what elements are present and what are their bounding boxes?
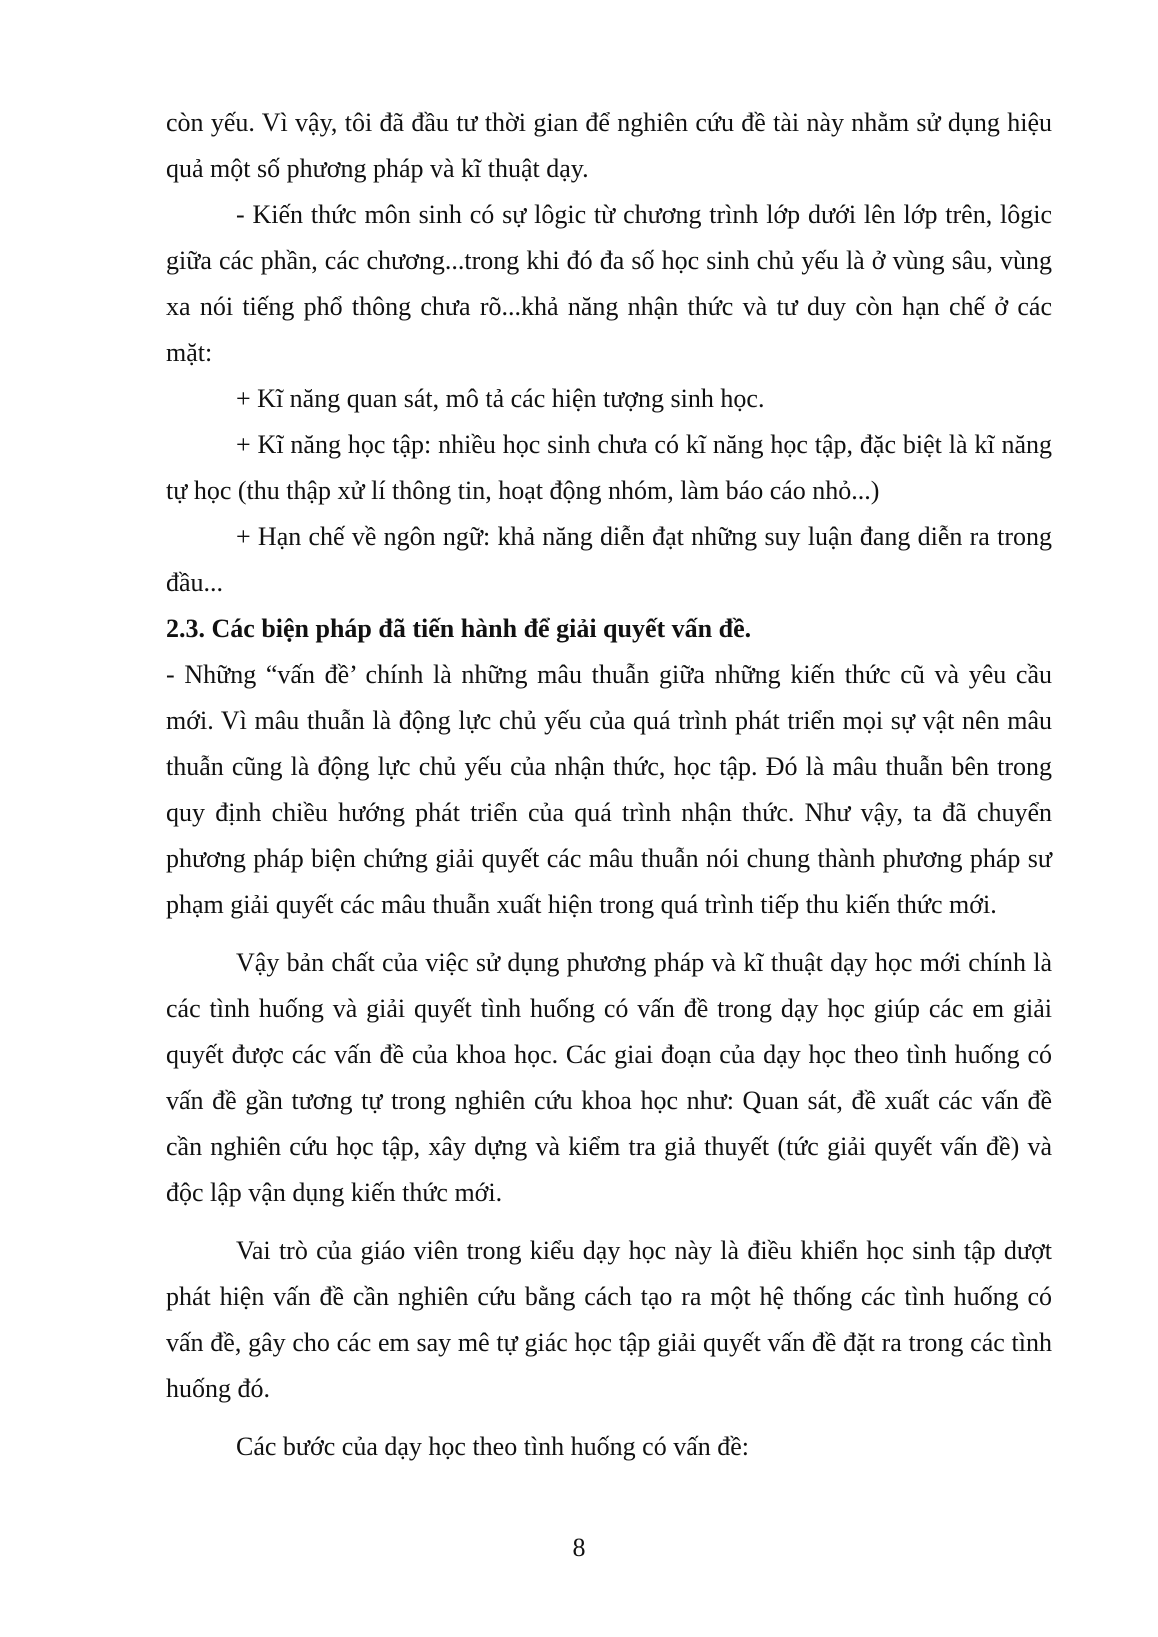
paragraph-problems: - Những “vấn đề’ chính là những mâu thuẫn giữa những kiến thức cũ và yêu cầu mới. Vì mâu thuẫn là động lực chủ yếu của quá trình phát triển mọi sự vật nên mâu thuẫn cũng là động lực chủ yếu của nhận thức, học tập. Đó là mâu thuẫn bên trong quy định chiều hướng phát triển của quá trình nhận thức. Như vậy, ta đã chuyển phương pháp biện chứng giải quyết các mâu thuẫn nói chung thành phương pháp sư phạm giải quyết các mâu thuẫn xuất hiện trong quá trình tiếp thu kiến thức mới. xyxy=(166,660,1052,919)
paragraph-essence: Vậy bản chất của việc sử dụng phương pháp và kĩ thuật dạy học mới chính là các tình huống và giải quyết tình huống có vấn đề trong dạy học giúp các em giải quyết được các vấn đề của khoa học. Các giai đoạn của dạy học theo tình huống có vấn đề gần tương tự trong nghiên cứu khoa học như: Quan sát, đề xuất các vấn đề cần nghiên cứu học tập, xây dựng và kiểm tra giả thuyết (tức giải quyết vấn đề) và độc lập vận dụng kiến thức mới. xyxy=(166,948,1052,1207)
paragraph-teacher-role: Vai trò của giáo viên trong kiểu dạy học này là điều khiển học sinh tập dượt phát hiện vấn đề cần nghiên cứu bằng cách tạo ra một hệ thống các tình huống có vấn đề, gây cho các em say mê tự giác học tập giải quyết vấn đề đặt ra trong các tình huống đó. xyxy=(166,1236,1052,1403)
paragraph-steps-intro: Các bước của dạy học theo tình huống có vấn đề: xyxy=(236,1432,750,1461)
paragraph-knowledge-logic: - Kiến thức môn sinh có sự lôgic từ chương trình lớp dưới lên lớp trên, lôgic giữa các phần, các chương...trong khi đó đa số học sinh chủ yếu là ở vùng sâu, vùng xa nói tiếng phổ thông chưa rõ...khả năng nhận thức và tư duy còn hạn chế ở các mặt: xyxy=(166,200,1052,367)
page-number: 8 xyxy=(572,1533,586,1562)
document-page xyxy=(166,100,1052,1470)
section-heading: 2.3. Các biện pháp đã tiến hành để giải quyết vấn đề. xyxy=(166,614,752,643)
list-item-language-limit: + Hạn chế về ngôn ngữ: khả năng diễn đạt những suy luận đang diễn ra trong đầu... xyxy=(166,522,1052,597)
paragraph-intro: còn yếu. Vì vậy, tôi đã đầu tư thời gian để nghiên cứu đề tài này nhằm sử dụng hiệu quả một số phương pháp và kĩ thuật dạy. xyxy=(166,108,1052,183)
list-item-observation-skill: + Kĩ năng quan sát, mô tả các hiện tượng sinh học. xyxy=(236,384,765,413)
list-item-learning-skill: + Kĩ năng học tập: nhiều học sinh chưa có kĩ năng học tập, đặc biệt là kĩ năng tự học (thu thập xử lí thông tin, hoạt động nhóm, làm báo cáo nhỏ...) xyxy=(166,430,1052,505)
